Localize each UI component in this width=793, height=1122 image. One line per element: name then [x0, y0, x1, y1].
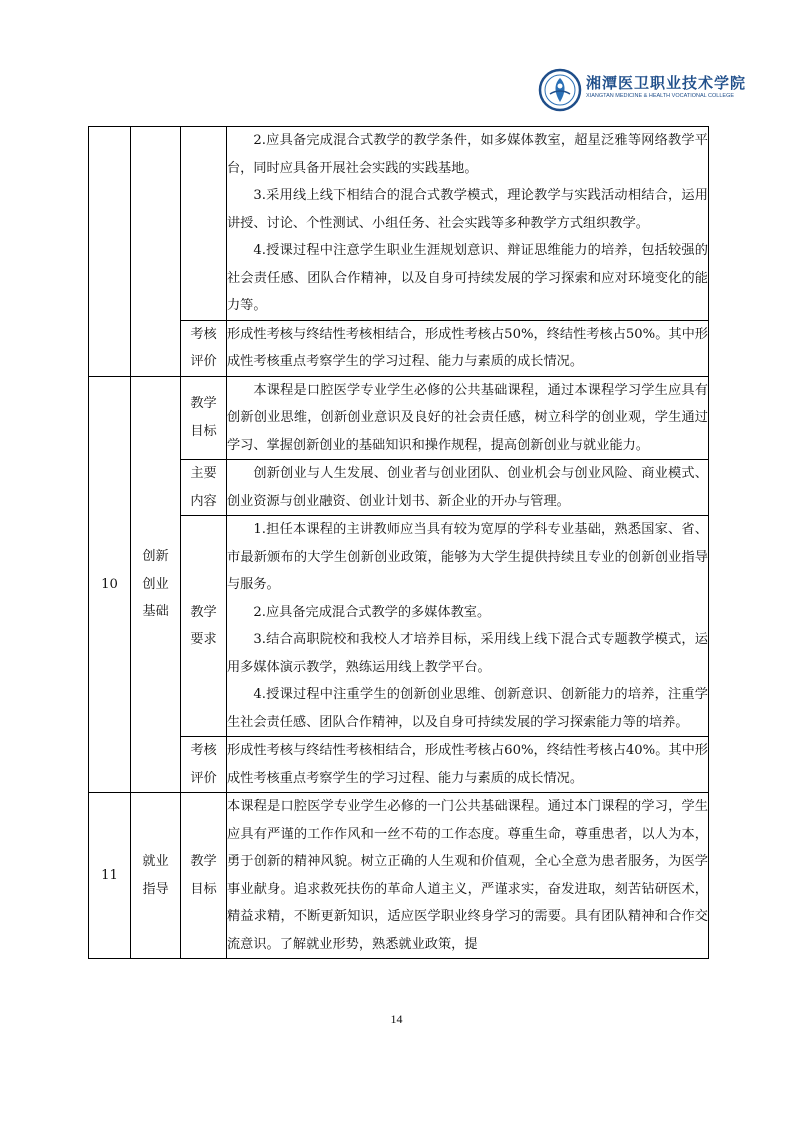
row-number-cell: [89, 127, 131, 377]
course-name: 创新 创业 基础: [131, 376, 181, 793]
logo-title: 湘潭医卫职业技术学院: [586, 74, 747, 92]
content-cell: 创新创业与人生发展、创业者与创业团队、创业机会与创业风险、商业模式、创业资源与创业融资、创业计划书、新企业的开办与管理。: [227, 460, 709, 516]
evaluation-cell: 形成性考核与终结性考核相结合，形成性考核占50%，终结性考核占50%。其中形成性考核重点考察学生的学习过程、能力与素质的成长情况。: [227, 320, 709, 376]
table-row: [89, 793, 709, 959]
paragraph: 2.应具备完成混合式教学的教学条件，如多媒体教室，超星泛雅等网络教学平台，同时应具备开展社会实践的实践基地。: [227, 133, 708, 176]
table-row: [89, 516, 709, 737]
field-label-content: 主要 内容: [181, 460, 227, 516]
field-label-goal: 教学 目标: [181, 793, 227, 959]
evaluation-cell: 形成性考核与终结性考核相结合，形成性考核占60%，终结性考核占40%。其中形成性考核重点考察学生的学习过程、能力与素质的成长情况。: [227, 737, 709, 793]
course-name: 就业 指导: [131, 793, 181, 959]
field-label-eval: 考核 评价: [181, 737, 227, 793]
goal-cell: 本课程是口腔医学专业学生必修的公共基础课程，通过本课程学习学生应具有创新创业思维，创新创业意识及良好的社会责任感，树立科学的创业观，学生通过学习、掌握创新创业的基础知识和操作规程，提高创新创业与就业能力。: [227, 376, 709, 460]
page-number: 14: [390, 1012, 403, 1026]
course-name-cell: [131, 127, 181, 377]
row-number: 11: [89, 793, 131, 959]
curriculum-table: [88, 126, 709, 959]
requirements-cell: [227, 127, 709, 321]
field-label-goal: 教学 目标: [181, 376, 227, 460]
field-label-cell: [181, 127, 227, 321]
college-logo: [538, 68, 747, 112]
college-emblem-icon: [538, 68, 582, 112]
paragraph: 1.担任本课程的主讲教师应当具有较为宽厚的学科专业基础，熟悉国家、省、市最新颁布的大学生创新创业政策，能够为大学生提供持续且专业的创新创业指导与服务。: [227, 522, 708, 592]
table-row: [89, 127, 709, 321]
paragraph: 4.授课过程中注重学生的创新创业思维、创新意识、创新能力的培养，注重学生社会责任感、团队合作精神，以及自身可持续发展的学习探索能力等的培养。: [227, 687, 708, 730]
field-label-requirements: 教学 要求: [181, 516, 227, 737]
field-label-eval: 考核 评价: [181, 320, 227, 376]
table-row: [89, 737, 709, 793]
paragraph: 3.采用线上线下相结合的混合式教学模式，理论教学与实践活动相结合，运用讲授、讨论、个性测试、小组任务、社会实践等多种教学方式组织教学。: [227, 188, 708, 231]
requirements-cell: [227, 516, 709, 737]
paragraph: 2.应具备完成混合式教学的多媒体教室。: [253, 604, 491, 620]
table-row: [89, 320, 709, 376]
logo-subtitle: XIANGTAN MEDICINE & HEALTH VOCATIONAL COLLEGE: [586, 93, 735, 99]
paragraph: 4.授课过程中注意学生职业生涯规划意识、辩证思维能力的培养，包括较强的社会责任感、团队合作精神，以及自身可持续发展的学习探索和应对环境变化的能力等。: [227, 243, 708, 313]
paragraph: 3.结合高职院校和我校人才培养目标，采用线上线下混合式专题教学模式，运用多媒体演示教学，熟练运用线上教学平台。: [227, 632, 708, 675]
row-number: 10: [89, 376, 131, 793]
table-row: [89, 460, 709, 516]
goal-cell: 本课程是口腔医学专业学生必修的一门公共基础课程。通过本门课程的学习，学生应具有严谨的工作作风和一丝不苟的工作态度。尊重生命，尊重患者，以人为本，勇于创新的精神风貌。树立正确的人生观和价值观，全心全意为患者服务，为医学事业献身。追求救死扶伤的革命人道主义，严谨求实，奋发进取，刻苦钻研医术，精益求精，不断更新知识，适应医学职业终身学习的需要。具有团队精神和合作交流意识。了解就业形势，熟悉就业政策，提: [227, 793, 709, 959]
table-row: [89, 376, 709, 460]
